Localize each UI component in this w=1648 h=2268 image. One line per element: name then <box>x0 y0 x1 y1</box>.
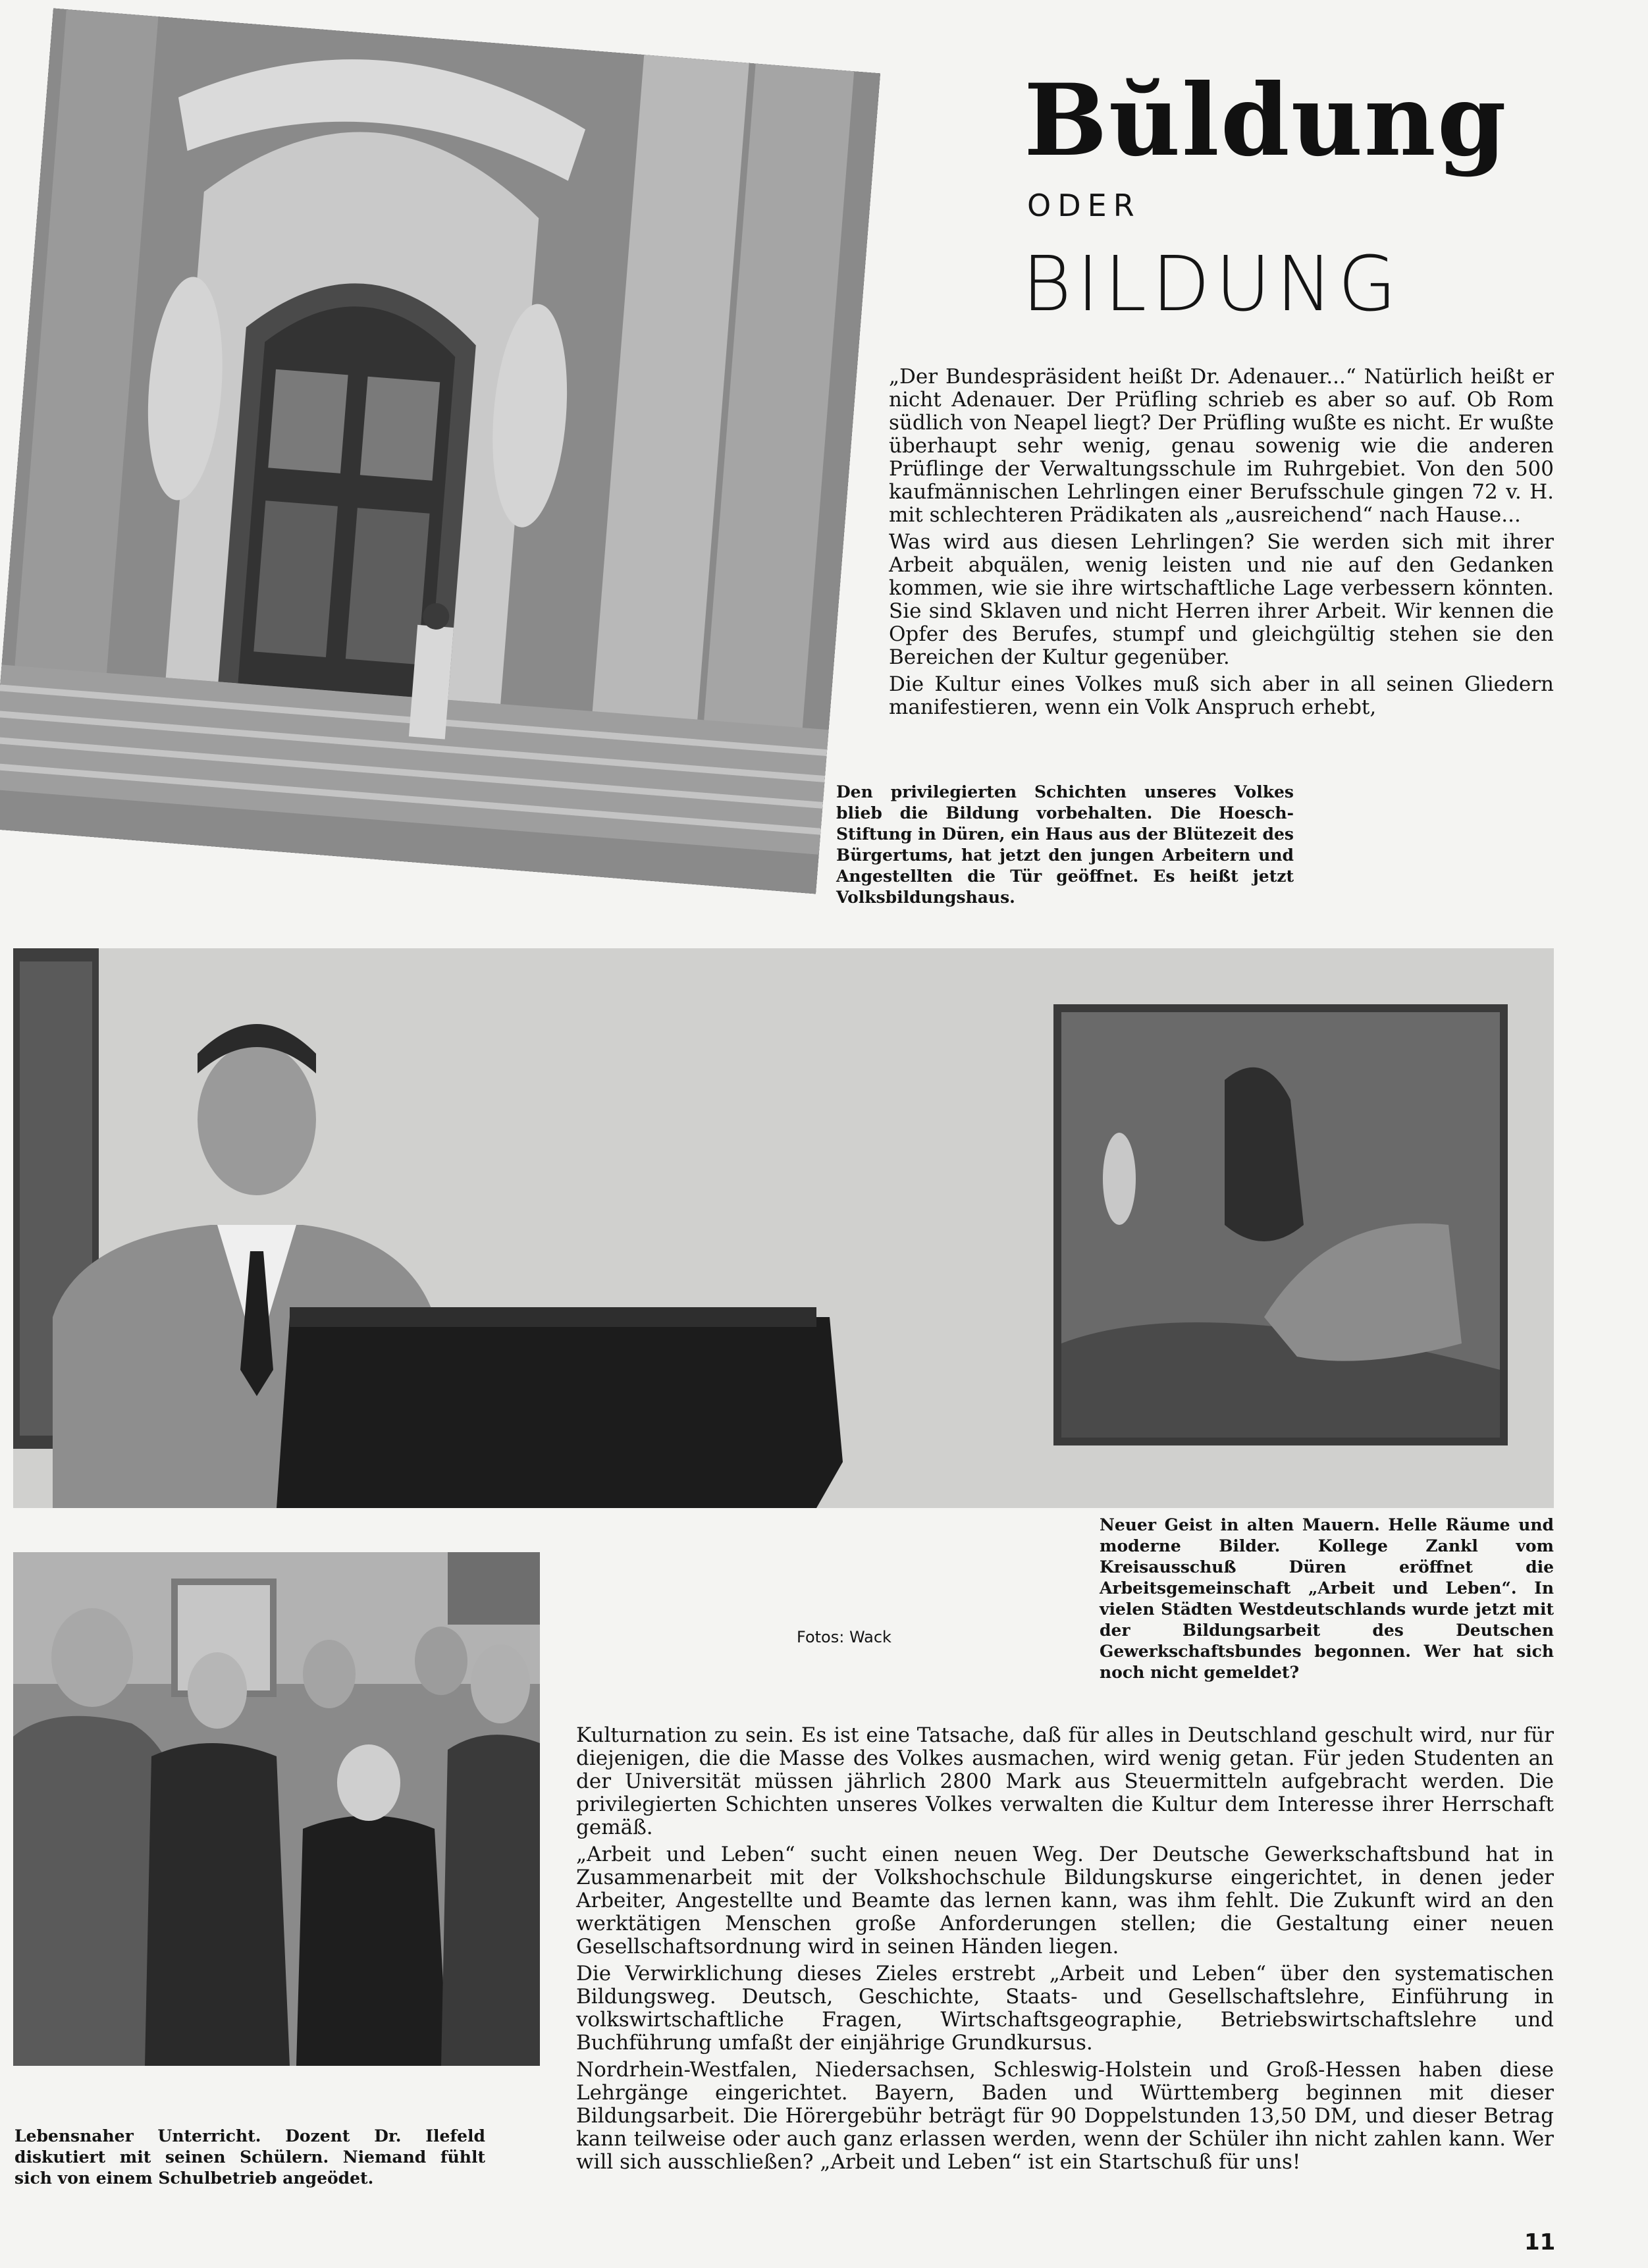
main-paragraph: Nordrhein-Westfalen, Niedersachsen, Schleswig-Holstein und Groß-Hessen haben diese Lehrgänge eingerichtet. Bayern, Baden und Württemberg beginnen mit dieser Bildungsarbeit. Die Hörergebühr beträgt für 90 Doppelstunden 13,50 DM, und dieser Betrag kann teilweise oder auch ganz erlassen werden, wenn der Schüler ihn nicht zahlen kann. Wer will sich ausschließen? „Arbeit und Leben“ ist ein Startschuß für uns! <box>576 2058 1554 2174</box>
intro-text <box>889 365 1554 723</box>
building-entrance-photo <box>0 8 880 894</box>
lecturer-caption: Neuer Geist in alten Mauern. Helle Räume und moderne Bilder. Kollege Zankl vom Kreisausschuß Düren eröffnet die Arbeitsgemeinschaft „Arbeit und Leben“. In vielen Städten Westdeutschlands wurde jetzt mit der Bildungsarbeit des Deutschen Gewerkschaftsbundes begonnen. Wer hat sich noch nicht gemeldet? <box>1100 1515 1554 1682</box>
building-caption: Den privilegierten Schichten unseres Volkes blieb die Bildung vorbehalten. Die Hoesch-Stiftung in Düren, ein Haus aus der Blütezeit des Bürgertums, hat jetzt den jungen Arbeitern und Angestellten die Tür geöffnet. Es heißt jetzt Volksbildungshaus. <box>836 782 1294 907</box>
intro-paragraph: „Der Bundespräsident heißt Dr. Adenauer...“ Natürlich heißt er nicht Adenauer. Der Prüfling schrieb es aber so auf. Ob Rom südlich von Neapel liegt? Der Prüfling wußte es nicht. Er wußte überhaupt sehr wenig, genau sowenig wie die anderen Prüflinge der Verwaltungsschule im Ruhrgebiet. Von den 500 kaufmännischen Lehrlingen einer Berufsschule gingen 72 v. H. mit schlechteren Prädikaten als „ausreichend“ nach Hause... <box>889 365 1554 527</box>
main-paragraph: „Arbeit und Leben“ sucht einen neuen Weg. Der Deutsche Gewerkschaftsbund hat in Zusammenarbeit mit der Volkshochschule Bildungskurse eingerichtet, in denen jeder Arbeiter, Angestellte und Beamte das lernen kann, was ihm fehlt. Die Zukunft wird an den werktätigen Menschen große Anforderungen stellen; die Gestaltung einer neuen Gesellschaftsordnung wird in seinen Händen liegen. <box>576 1843 1554 1958</box>
main-text <box>576 1724 1554 2178</box>
students-caption: Lebensnaher Unterricht. Dozent Dr. Ilefeld diskutiert mit seinen Schülern. Niemand fühlt sich von einem Schulbetrieb angeödet. <box>14 2126 485 2188</box>
title-fraktur: Bŭldung <box>1024 63 1508 178</box>
photo-credit: Fotos: Wack <box>797 1628 891 1646</box>
lecturer-photo <box>13 948 1554 1508</box>
title-oder: ODER <box>1027 188 1141 223</box>
students-photo <box>13 1552 540 2066</box>
main-paragraph: Die Verwirklichung dieses Zieles erstrebt „Arbeit und Leben“ über den systematischen Bildungsweg. Deutsch, Geschichte, Staats- und Gesellschaftslehre, Einführung in volkswirtschaftliche Fragen, Wirtschaftsgeographie, Betriebswirtschaftslehre und Buchführung umfaßt der einjährige Grundkursus. <box>576 1962 1554 2055</box>
page-number: 11 <box>1524 2229 1556 2255</box>
main-paragraph: Kulturnation zu sein. Es ist eine Tatsache, daß für alles in Deutschland geschult wird, nur für diejenigen, die die Masse des Volkes ausmachen, wird wenig getan. Für jeden Studenten an der Universität müssen jährlich 2800 Mark aus Steuermitteln aufgebracht werden. Die privilegierten Schichten unseres Volkes verwalten die Kultur dem Interesse ihrer Herrschaft gemäß. <box>576 1723 1554 1839</box>
intro-paragraph: Was wird aus diesen Lehrlingen? Sie werden sich mit ihrer Arbeit abquälen, wenig leisten und nie auf den Gedanken kommen, wie sie ihre wirtschaftliche Lage verbessern könnten. Sie sind Sklaven und nicht Herren ihrer Arbeit. Wir kennen die Opfer des Berufes, stumpf und gleichgültig stehen sie den Bereichen der Kultur gegenüber. <box>889 530 1554 669</box>
intro-paragraph: Die Kultur eines Volkes muß sich aber in all seinen Gliedern manifestieren, wenn ein Volk Anspruch erhebt, <box>889 672 1554 719</box>
title-bildung: BILDUNG <box>1022 240 1402 329</box>
